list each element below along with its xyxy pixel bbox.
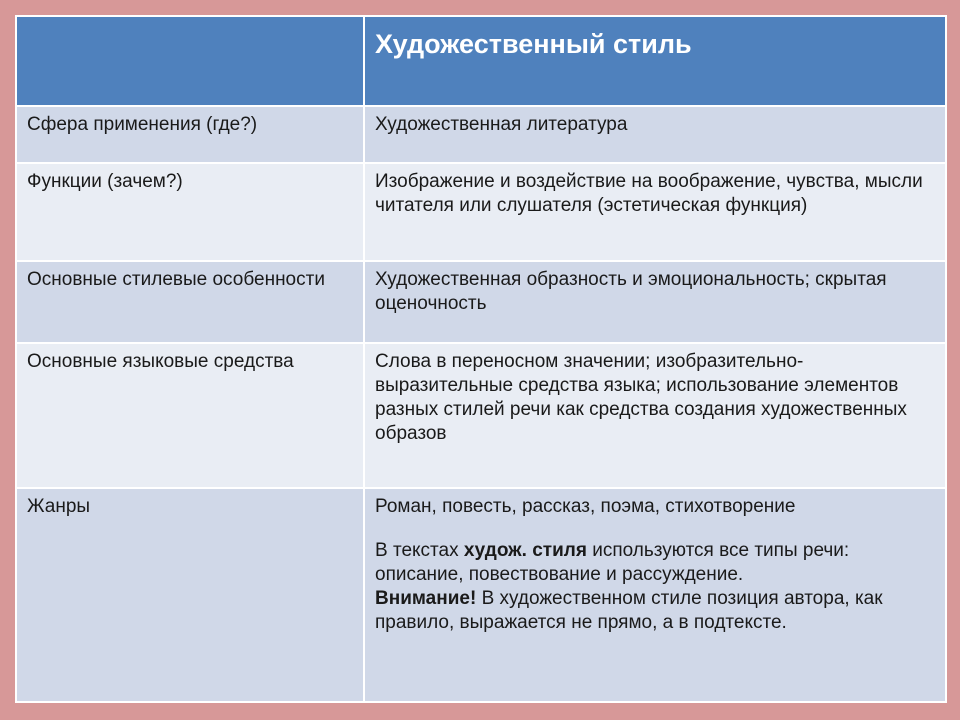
header-left-cell (16, 16, 364, 106)
table-row (16, 261, 946, 343)
note-bold: худож. стиля (463, 540, 587, 561)
row-value: Слова в переносном значении; изобразительно-выразительные средства языка; использование элементов разных стилей речи как средства создания художественных образов (364, 343, 946, 488)
row-label: Основные стилевые особенности (16, 261, 364, 343)
speech-types-note (375, 539, 935, 587)
slide (15, 15, 945, 703)
row-label: Основные языковые средства (16, 343, 364, 488)
attention-bold: Внимание! (375, 588, 477, 609)
attention-note (375, 587, 935, 635)
row-value: Художественная литература (364, 106, 946, 163)
note-prefix: В текстах (375, 540, 464, 561)
attention-text: В художественном стиле позиция автора, как правило, выражается не прямо, а в подтексте. (375, 588, 883, 633)
row-value-genres (364, 488, 946, 702)
table-row (16, 488, 946, 702)
note-suffix: используются все типы речи: описание, повествование и рассуждение. (375, 540, 850, 585)
table-row (16, 106, 946, 163)
table-header-row (16, 16, 946, 106)
row-value: Художественная образность и эмоциональность; скрытая оценочность (364, 261, 946, 343)
table-row (16, 343, 946, 488)
genres-list: Роман, повесть, рассказ, поэма, стихотворение (375, 496, 796, 517)
row-label: Функции (зачем?) (16, 163, 364, 261)
row-value: Изображение и воздействие на воображение, чувства, мысли читателя или слушателя (эстетическая функция) (364, 163, 946, 261)
row-label: Сфера применения (где?) (16, 106, 364, 163)
row-label: Жанры (16, 488, 364, 702)
style-table (15, 15, 947, 703)
header-title: Художественный стиль (364, 16, 946, 106)
table-row (16, 163, 946, 261)
